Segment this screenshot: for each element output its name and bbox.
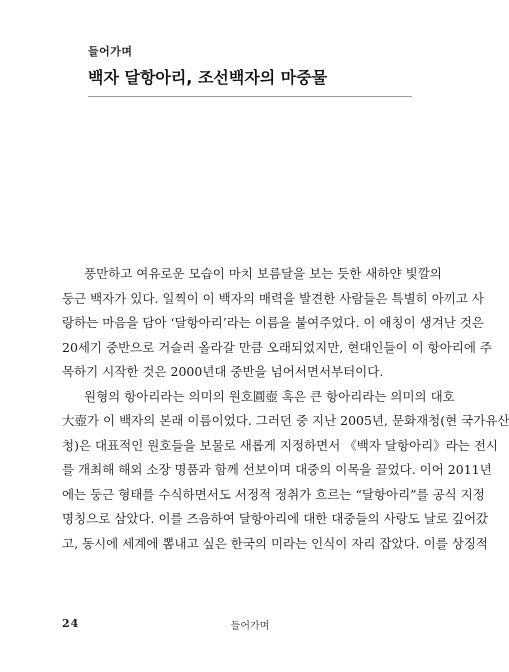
running-title: 들어가며 xyxy=(230,621,270,632)
text-line: 둥근 백자가 있다. 일찍이 이 백자의 매력을 발견한 사람들은 특별히 아끼고 사 xyxy=(62,290,485,306)
text-line: 고, 동시에 세계에 뽐내고 싶은 한국의 미라는 인식이 자리 잡았다. 이를 상징적 xyxy=(62,535,488,551)
text-line: 大壺가 이 백자의 본래 이름이었다. 그러던 중 지난 2005년, 문화재청(현 국가유산 xyxy=(62,413,509,428)
paragraph-2 xyxy=(62,385,509,557)
text-line: 청)은 대표적인 원호들을 보물로 새롭게 지정하면서 《백자 달항아리》라는 전시 xyxy=(62,437,498,453)
text-line: 에는 둥근 형태를 수식하면서도 서정적 정취가 흐르는 “달항아리”를 공식 지정 xyxy=(62,486,485,502)
text-line: 풍만하고 여유로운 모습이 마치 보름달을 보는 듯한 새하얀 빛깔의 xyxy=(84,266,442,281)
body-text xyxy=(62,262,509,556)
text-line: 랑하는 마음을 담아 ‘달항아리’라는 이름을 붙여주었다. 이 애칭이 생겨난 것은 xyxy=(62,315,485,330)
page-number: 24 xyxy=(62,617,80,630)
text-line: 를 개최해 해외 소장 명품과 함께 선보이며 대중의 이목을 끌었다. 이어 2011년 xyxy=(62,462,492,477)
paragraph-1 xyxy=(62,262,492,385)
text-line: 명칭으로 삼았다. 이를 즈음하여 달항아리에 대한 대중들의 사랑도 날로 깊어갔 xyxy=(62,511,489,526)
chapter-title: 백자 달항아리, 조선백자의 마중물 xyxy=(88,68,328,87)
section-label: 들어가며 xyxy=(88,45,133,58)
text-line: 목하기 시작한 것은 2000년대 중반을 넘어서면서부터이다. xyxy=(62,364,384,379)
text-line: 20세기 중반으로 거슬러 올라갈 만큼 오래되었지만, 현대인들이 이 항아리에 주 xyxy=(62,339,492,355)
title-divider xyxy=(88,96,412,97)
text-line: 원형의 항아리라는 의미의 원호圓壺 혹은 큰 항아리라는 의미의 대호 xyxy=(84,388,455,404)
